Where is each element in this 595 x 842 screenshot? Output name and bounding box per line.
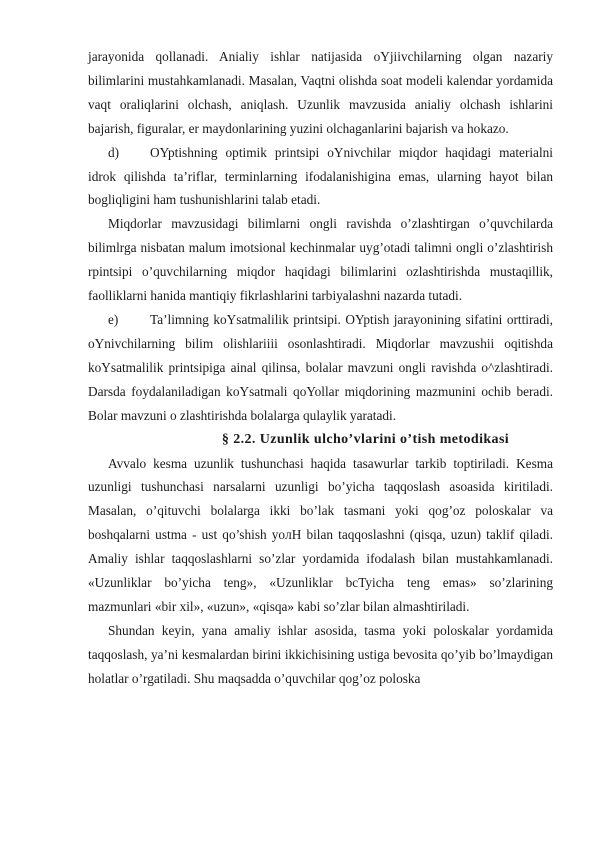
- paragraph-intro: jarayonida qollanadi. Anialiy ishlar natijasida oYjiivchilarning olgan nazariy bilimlarini mustahkamlanadi. Masalan, Vaqtni olishda soat modeli kalendar yordamida vaqt oraliqlarini olchash, aniqlash. Uzunlik mavzusida anialiy olchash ishlarini bajarish, figuralar, er maydonlarining yuzini olchaganlarini bajarish va hokazo.: [88, 49, 553, 136]
- list-item-e: [88, 308, 553, 428]
- section-heading: § 2.2. Uzunlik ulcho’vlarini o’tish metodikasi: [221, 431, 510, 447]
- document-page: [88, 45, 553, 691]
- list-item-d-text: OYptishning optimik printsipi oYnivchilar miqdor haqidagi materialni idrok qilishda ta’riflar, terminlarning ifodalanishigina emas, ularning hayot bilan bogliqligini ham tushunishlarini talab etadi.: [88, 144, 553, 208]
- list-marker-d: d): [108, 144, 120, 160]
- paragraph-length-concept: Avvalo kesma uzunlik tushunchasi haqida tasawurlar tarkib toptiriladi. Kesma uzunligi tushunchasi narsalarni uzunligi bo’yicha taqqoslash asoasida kiritiladi. Masalan, o’qituvchi bolalarga ikki bo’lak tasmani yoki qog’oz poloskalar va boshqalarni ustma - ust qo’shish yoлН bilan taqqoslashni (qisqa, uzun) taklif qiladi. Amaliy ishlar taqqoslashlarni so’zlar yordamida ifodalash bilan mustahkamlanadi. «Uzunliklar bo’yicha teng», «Uzunliklar bcTyicha teng emas» so’zlarining mazmunlari «bir xil», «uzun», «qisqa» kabi so’zlar bilan almashtiriladi.: [88, 455, 553, 614]
- paragraph-comparison: Shundan keyin, yana amaliy ishlar asosida, tasma yoki poloskalar yordamida taqqoslash, ya’ni kesmalardan birini ikkichisining ustiga bevosita qo’yib bo’lmaydigan holatlar o’rgatiladi. Shu maqsadda o’quvchilar qog’oz poloska: [88, 622, 553, 686]
- paragraph-conscious-learning: Miqdorlar mavzusidagi bilimlarni ongli ravishda o’zlashtirgan o’quvchilarda bilimlrga nisbatan malum imotsional kechinmalar uyg’otadi talimni ongli o’zlashtirish rpintsipi o’quvchilarning miqdor haqidagi bilimlarini ozlashtirishda mustaqillik, faolliklarni hanida mantiqiy fikrlashlarini tarbiyalashni nazarda tutadi.: [88, 216, 553, 304]
- list-item-d: [88, 141, 553, 213]
- list-marker-e: e): [108, 311, 119, 327]
- list-item-e-text: Ta’limning koYsatmalilik printsipi. OYptish jarayonining sifatini orttiradi, oYnivchilarning bilim olishlariiii osonlashtiradi. Miqdorlar mavzushii oqitishda koYsatmalilik printsipiga ainal qilinsa, bolalar mavzuni ongli ravishda o^zlashtiradi. Darsda foydalaniladigan koYsatmali qoYollar miqdorining mazmunini ochib beradi. Bolar mavzuni o zlashtirishda bolalarga qulaylik yaratadi.: [88, 311, 553, 423]
